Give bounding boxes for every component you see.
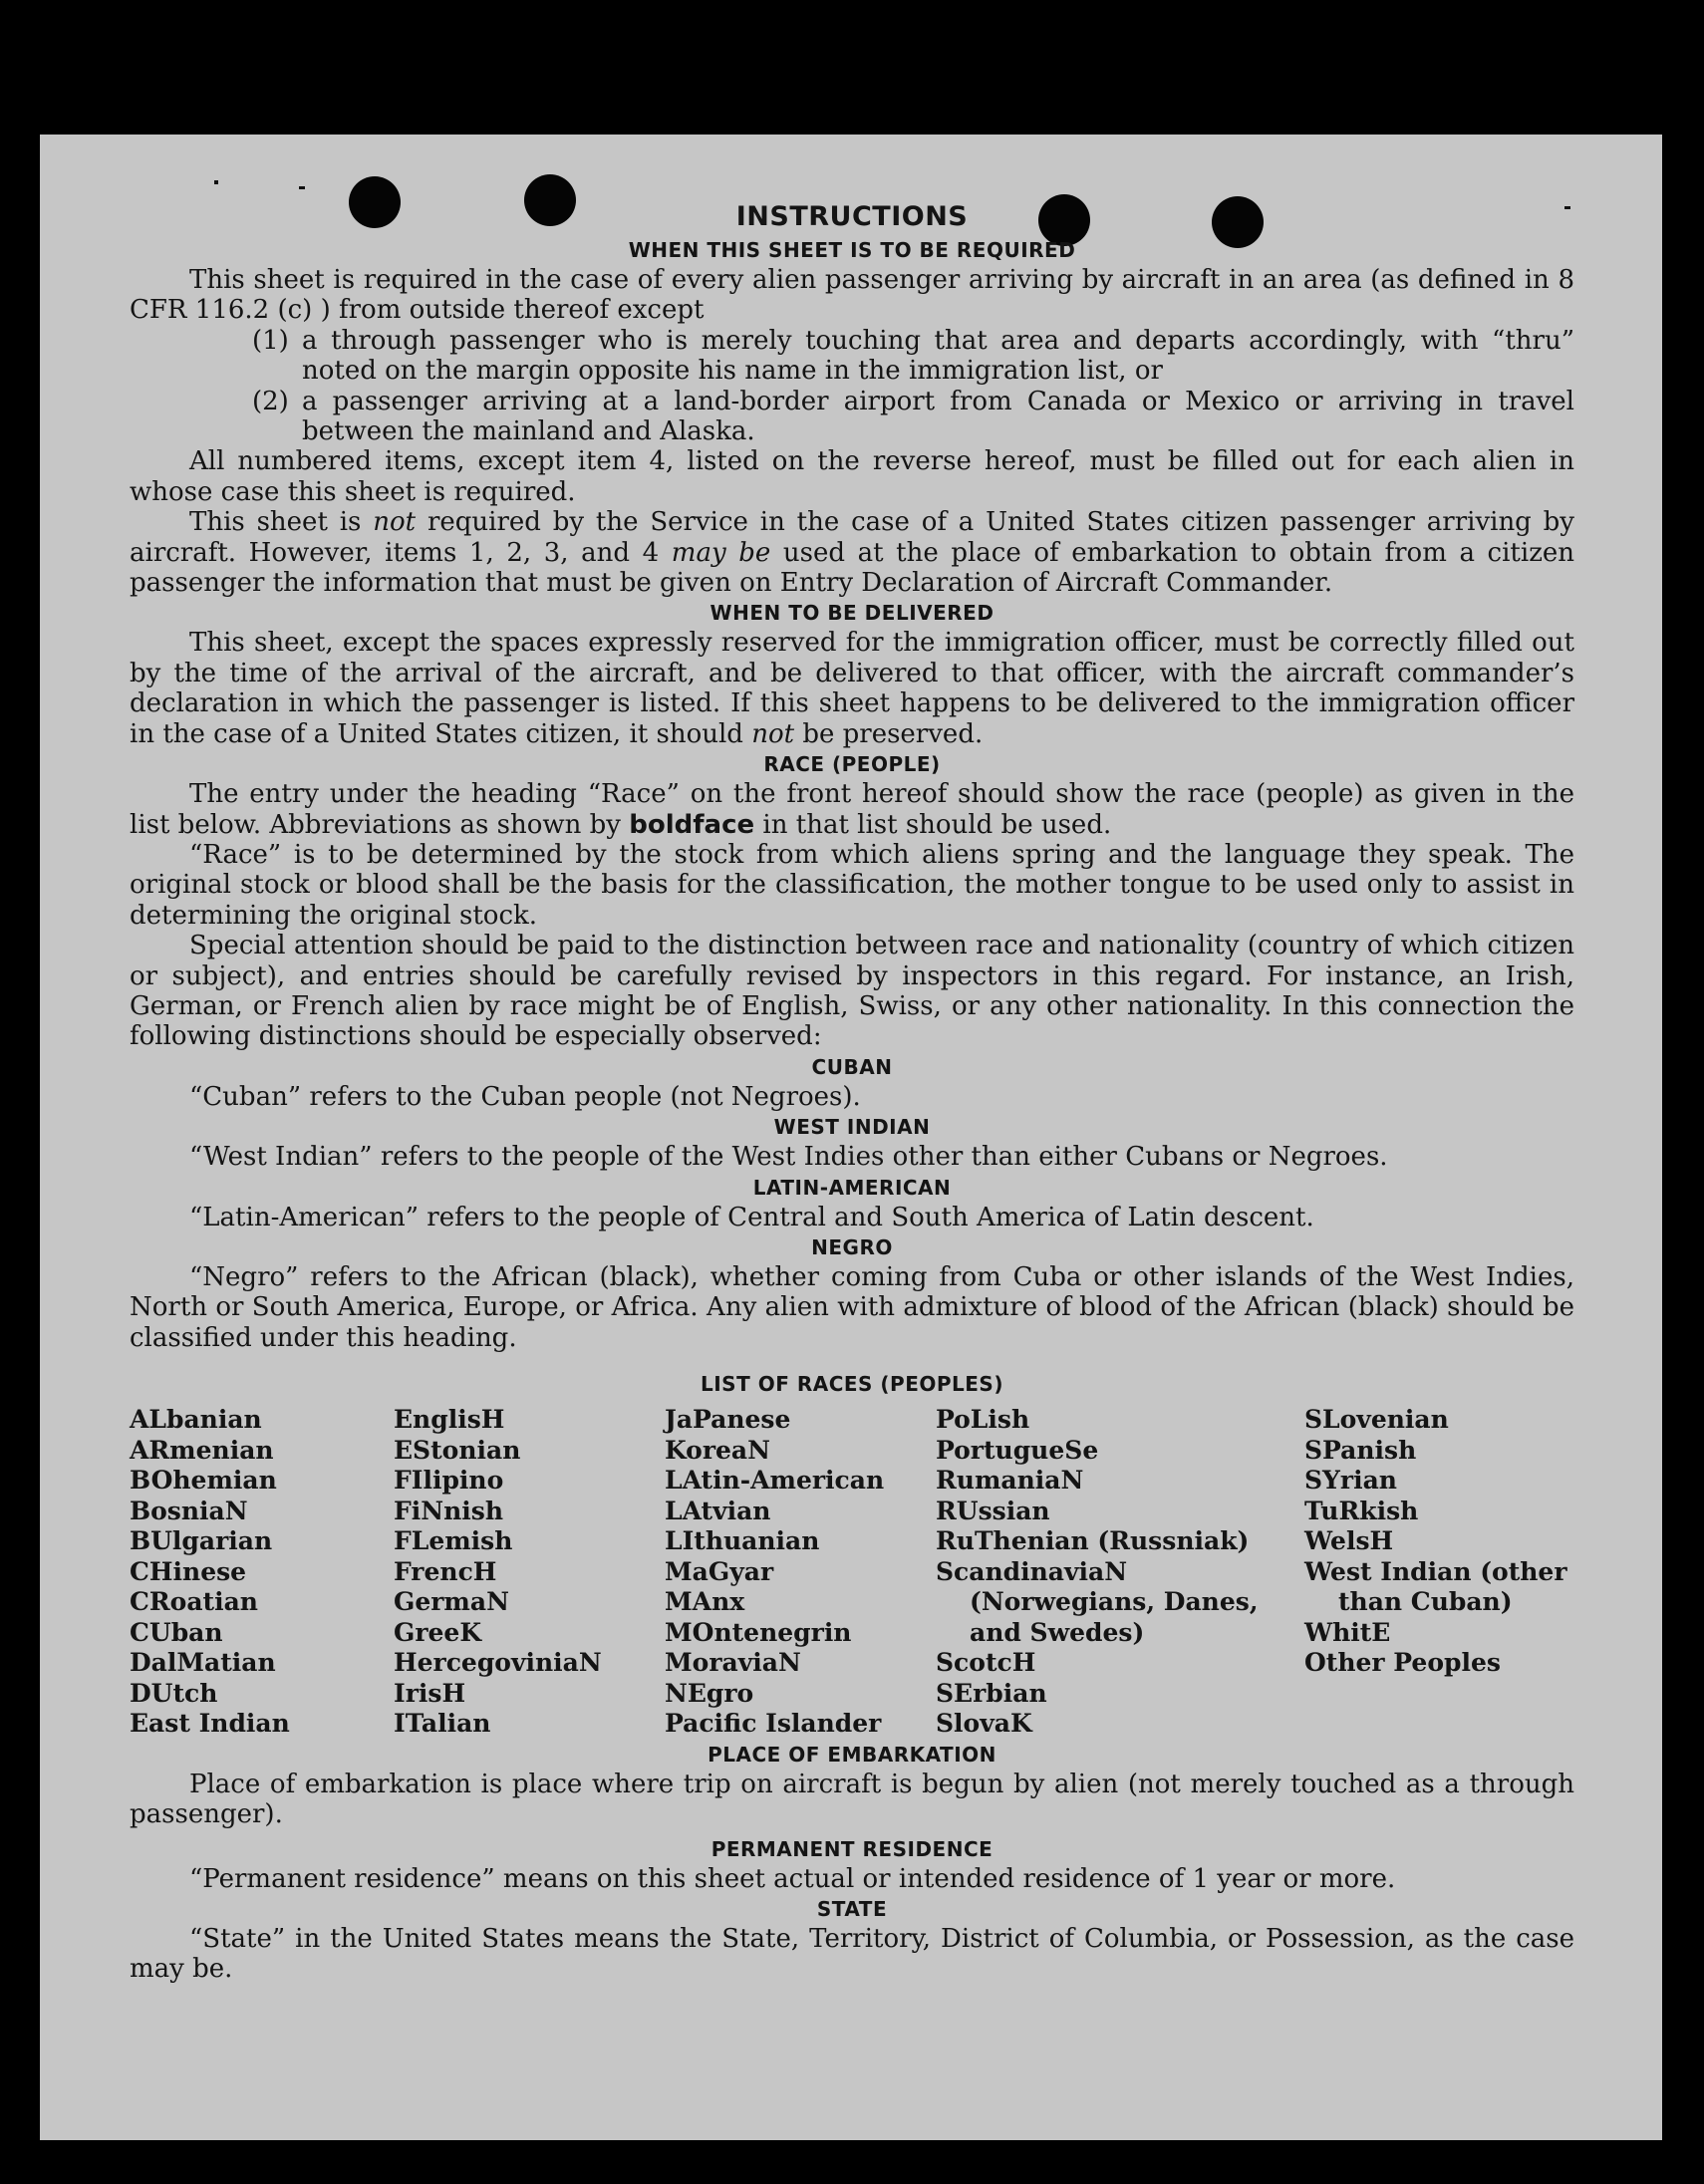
heading-embarkation: PLACE OF EMBARKATION: [708, 1742, 996, 1767]
heading-west-indian: WEST INDIAN: [773, 1115, 931, 1140]
race-entry: DalMatian: [130, 1648, 276, 1678]
race-entry: SPanish: [1304, 1435, 1417, 1465]
item-number: (1): [252, 325, 289, 356]
race-entry: NEgro: [665, 1678, 754, 1708]
paragraph: [130, 507, 1574, 598]
race-entry: ALbanian: [130, 1405, 262, 1435]
text-run: be preserved.: [802, 718, 984, 749]
heading-latin-american: LATIN-AMERICAN: [752, 1175, 952, 1200]
race-entry: RuThenian (Russniak): [936, 1526, 1250, 1556]
list-item: [252, 387, 1574, 447]
text-run: This sheet, except the spaces expressly reserved for the immigration officer, must be correctly filled out by the time of the arrival of the aircraft, and be delivered to that officer, with the aircraft commander’s declaration in which the passenger is listed. If this sheet happens to be delivered to the immigration officer in the case of a United States citizen, it should: [130, 628, 1574, 749]
speck: [299, 186, 305, 189]
race-entry: IrisH: [394, 1678, 466, 1708]
paragraph: “Cuban” refers to the Cuban people (not Negroes).: [189, 1081, 861, 1112]
race-entry: FiNnish: [394, 1496, 504, 1525]
race-entry: CHinese: [130, 1556, 247, 1586]
emphasis: not: [751, 718, 795, 749]
heading-permanent-residence: PERMANENT RESIDENCE: [710, 1836, 994, 1861]
race-entry: FrencH: [394, 1556, 497, 1586]
heading-list-of-races: LIST OF RACES (PEOPLES): [701, 1372, 1003, 1397]
race-entry: TuRkish: [1304, 1496, 1419, 1525]
page-title: INSTRUCTIONS: [735, 201, 969, 232]
bold-text: boldface: [629, 809, 755, 840]
race-entry: ARmenian: [130, 1435, 274, 1465]
race-entry: LAtin-American: [665, 1466, 885, 1496]
races-column: [394, 1405, 665, 1740]
race-entry: BUlgarian: [130, 1526, 273, 1556]
race-entry: CUban: [130, 1617, 223, 1647]
race-entry: East Indian: [130, 1709, 290, 1739]
paragraph: “State” in the United States means the State, Territory, District of Columbia, or Possession, as the case may be.: [130, 1923, 1574, 1985]
race-entry: JaPanese: [665, 1405, 791, 1435]
race-entry: WelsH: [1304, 1526, 1394, 1556]
paragraph: This sheet is required in the case of every alien passenger arriving by aircraft in an area (as defined in 8 CFR 116.2 (c) ) from outside thereof except: [130, 265, 1574, 326]
emphasis: not: [373, 507, 417, 538]
paragraph: All numbered items, except item 4, listed on the reverse hereof, must be filled out for each alien in whose case this sheet is required.: [130, 446, 1574, 507]
races-column: [1304, 1405, 1574, 1740]
heading-state: STATE: [816, 1896, 888, 1921]
race-entry: PortugueSe: [936, 1435, 1099, 1465]
races-column: [665, 1405, 936, 1740]
heading-delivered: WHEN TO BE DELIVERED: [710, 601, 994, 626]
races-column: [130, 1405, 394, 1740]
paragraph: Place of embarkation is place where trip on aircraft is begun by alien (not merely touched as a through passenger).: [130, 1769, 1574, 1830]
heading-negro: NEGRO: [811, 1234, 893, 1259]
race-entry: SlovaK: [936, 1709, 1032, 1739]
race-entry: Pacific Islander: [665, 1709, 882, 1739]
race-entry: FIlipino: [394, 1466, 504, 1496]
race-entry: GreeK: [394, 1617, 482, 1647]
race-entry: West Indian (other than Cuban): [1304, 1556, 1567, 1617]
races-column: [936, 1405, 1304, 1740]
race-entry: SErbian: [936, 1678, 1047, 1708]
instructions-text: [130, 199, 1574, 1985]
race-entry: PoLish: [936, 1405, 1030, 1435]
race-entry: ScandinaviaN (Norwegians, Danes, and Swedes): [936, 1556, 1259, 1647]
item-number: (2): [252, 386, 289, 416]
paragraph: “West Indian” refers to the people of the West Indies other than either Cubans or Negroes.: [189, 1142, 1388, 1173]
paragraph: “Latin-American” refers to the people of Central and South America of Latin descent.: [189, 1202, 1314, 1232]
races-table: [130, 1405, 1574, 1740]
race-entry: MaGyar: [665, 1556, 774, 1586]
race-entry: BOhemian: [130, 1466, 277, 1496]
race-entry: EnglisH: [394, 1405, 505, 1435]
item-text: a through passenger who is merely touching that area and departs accordingly, with “thru” noted on the margin opposite his name in the immigration list, or: [302, 325, 1574, 387]
race-entry: MAnx: [665, 1587, 745, 1617]
race-entry: WhitE: [1304, 1617, 1391, 1647]
item-text: a passenger arriving at a land-border airport from Canada or Mexico or arriving in travel between the mainland and Alaska.: [302, 386, 1574, 447]
paragraph: “Race” is to be determined by the stock from which aliens spring and the language they speak. The original stock or blood shall be the basis for the classification, the mother tongue to be used only to assist in determining the original stock.: [130, 839, 1574, 931]
list-item: [252, 326, 1574, 387]
race-entry: ITalian: [394, 1709, 491, 1739]
race-entry: DUtch: [130, 1678, 218, 1708]
race-entry: GermaN: [394, 1587, 509, 1617]
race-entry: CRoatian: [130, 1587, 258, 1617]
race-entry: RumaniaN: [936, 1466, 1084, 1496]
text-run: used at the place of embarkation to obtain from a citizen passenger the information that must be given on Entry Declaration of Aircraft Commander.: [130, 537, 1575, 599]
race-entry: EStonian: [394, 1435, 521, 1465]
race-entry: BosniaN: [130, 1496, 248, 1525]
race-entry: Other Peoples: [1304, 1648, 1501, 1678]
heading-race: RACE (PEOPLE): [763, 752, 941, 777]
speck: [214, 180, 218, 184]
paragraph: [130, 628, 1574, 749]
heading-required: WHEN THIS SHEET IS TO BE REQUIRED: [628, 238, 1076, 262]
race-entry: ScotcH: [936, 1648, 1036, 1678]
race-entry: SYrian: [1304, 1466, 1397, 1496]
paragraph: “Permanent residence” means on this sheet actual or intended residence of 1 year or more.: [189, 1863, 1396, 1894]
emphasis: may be: [671, 537, 771, 568]
text-run: in that list should be used.: [762, 809, 1112, 840]
heading-cuban: CUBAN: [811, 1054, 893, 1079]
race-entry: MOntenegrin: [665, 1617, 852, 1647]
text-run: This sheet is: [189, 507, 362, 538]
race-entry: LAtvian: [665, 1496, 771, 1525]
race-entry: HercegoviniaN: [394, 1648, 602, 1678]
paragraph: Special attention should be paid to the distinction between race and nationality (country of which citizen or subject), and entries should be carefully revised by inspectors in this regard. For instance, an Irish, German, or French alien by race might be of English, Swiss, or any other nationality. In this connection the following distinctions should be especially observed:: [130, 931, 1574, 1052]
race-entry: MoraviaN: [665, 1648, 801, 1678]
text-run: required by the Service in the case of a United States citizen passenger arriving by aircraft. However, items 1, 2, 3, and 4: [130, 507, 1574, 568]
paragraph: [130, 779, 1574, 840]
document-page: [40, 135, 1662, 2140]
race-entry: KoreaN: [665, 1435, 770, 1465]
paragraph: “Negro” refers to the African (black), whether coming from Cuba or other islands of the West Indies, North or South America, Europe, or Africa. Any alien with admixture of blood of the African (black) should be classified under this heading.: [130, 1261, 1574, 1353]
race-entry: SLovenian: [1304, 1405, 1449, 1435]
text-run: The entry under the heading “Race” on the front hereof should show the race (people) as given in the list below. Abbreviations as shown by: [130, 779, 1574, 840]
race-entry: RUssian: [936, 1496, 1050, 1525]
race-entry: FLemish: [394, 1526, 513, 1556]
race-entry: LIthuanian: [665, 1526, 820, 1556]
